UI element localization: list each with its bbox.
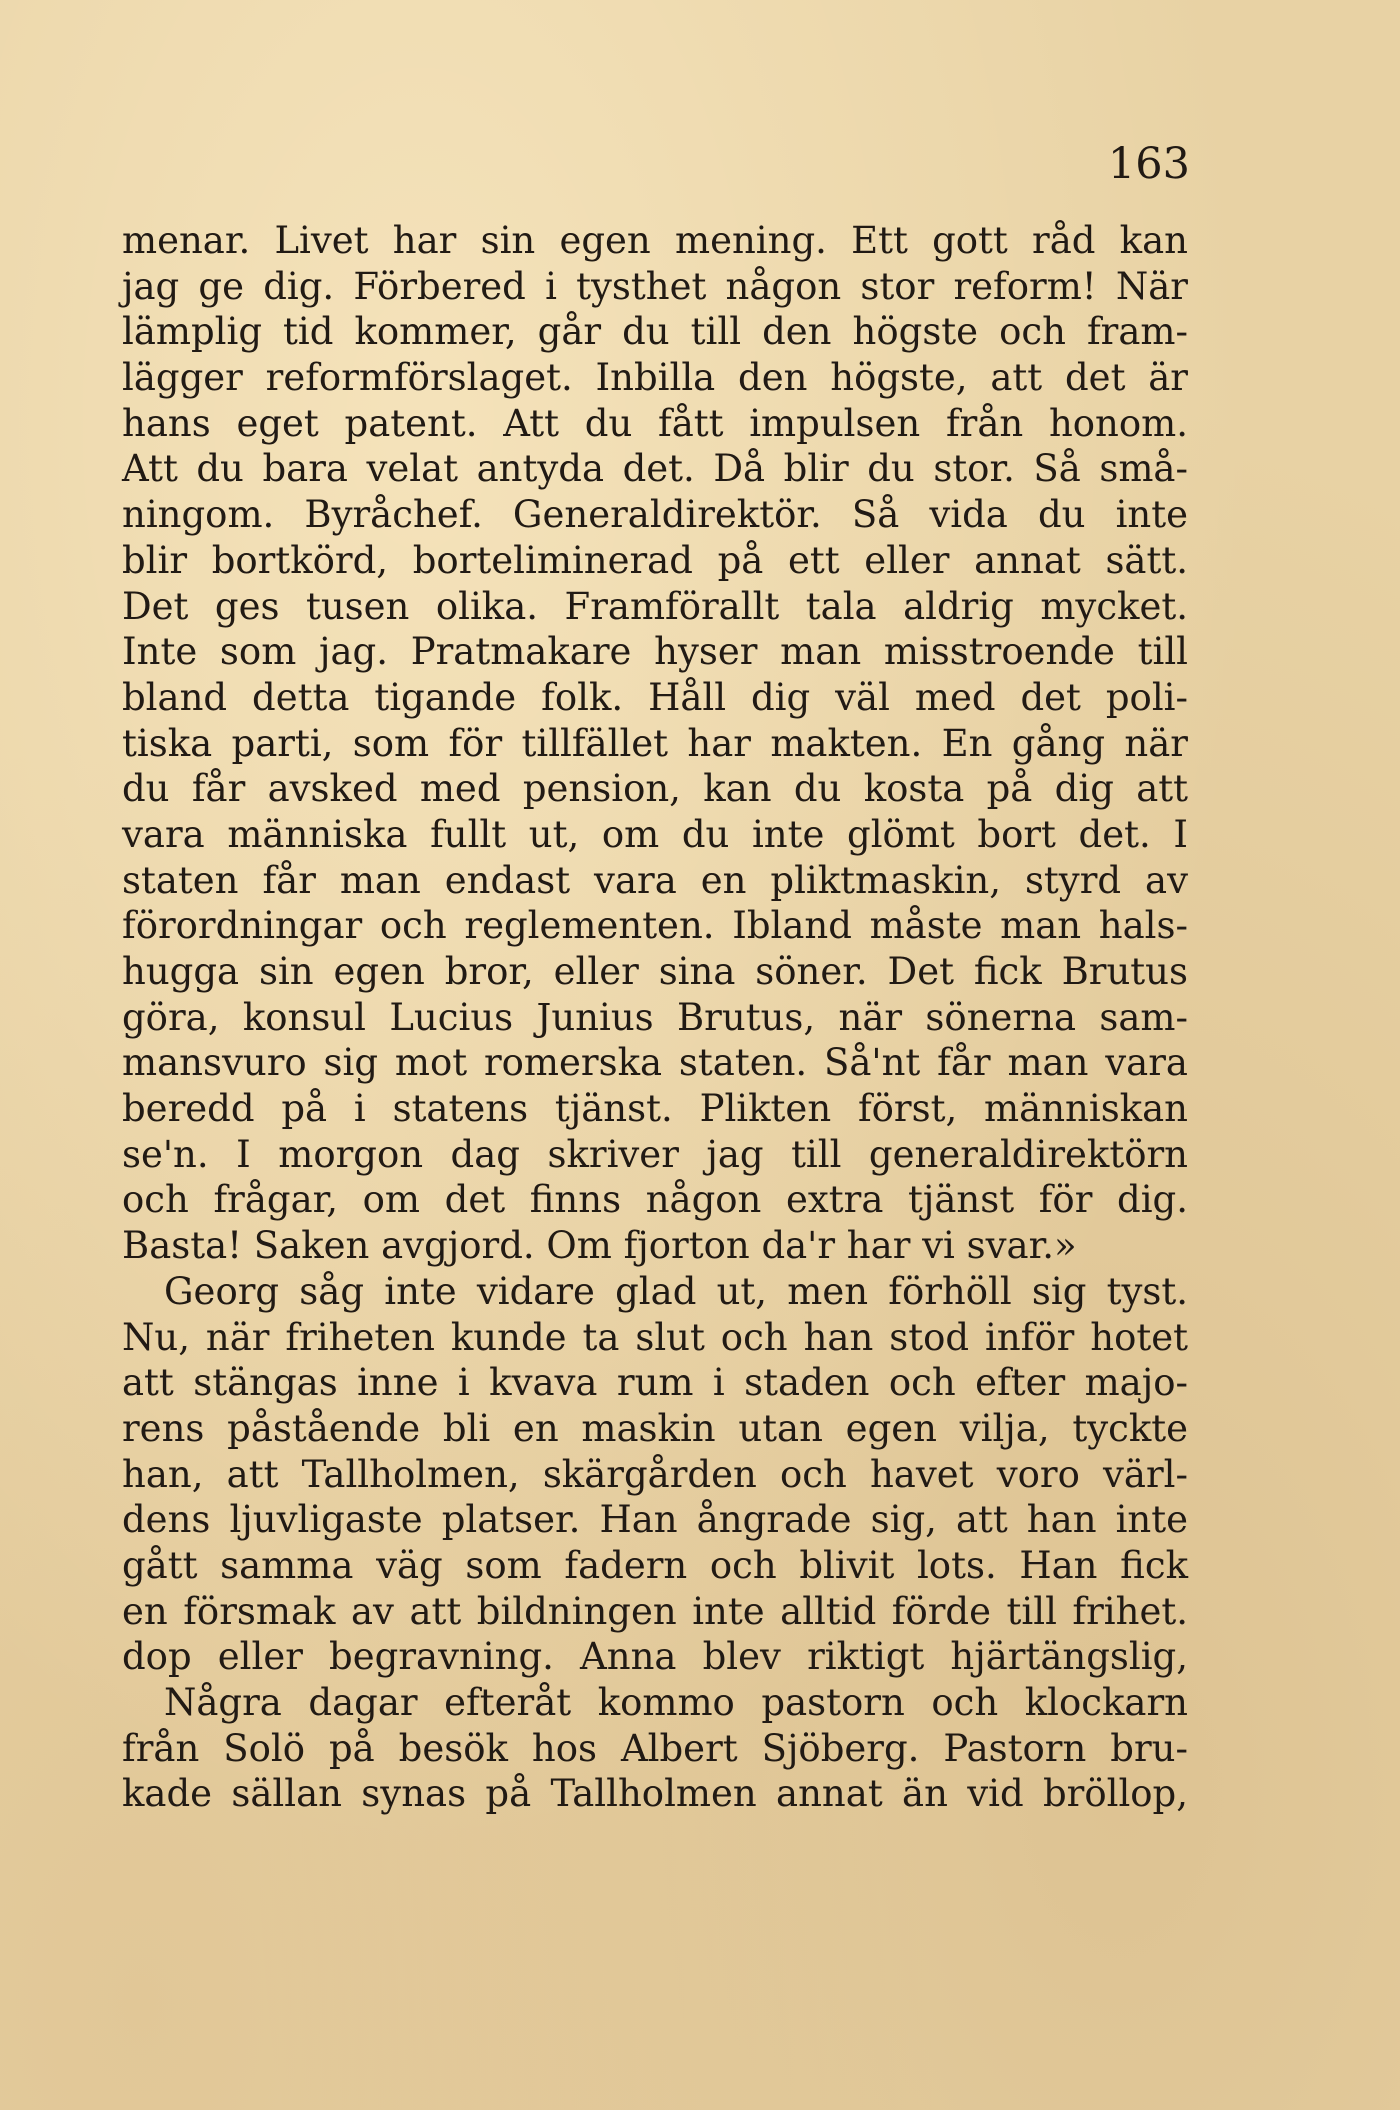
text-line: Att du bara velat antyda det. Då blir du stor. Så små-: [122, 447, 1188, 491]
text-line: dop eller begravning. Anna blev riktigt hjärtängslig,: [122, 1635, 1188, 1679]
text-line: Det ges tusen olika. Framförallt tala aldrig mycket.: [122, 584, 1188, 628]
text-line: lägger reformförslaget. Inbilla den högste, att det är: [122, 356, 1188, 400]
text-line: hans eget patent. Att du fått impulsen från honom.: [122, 401, 1188, 445]
text-line: ningom. Byråchef. Generaldirektör. Så vida du inte: [122, 493, 1188, 537]
text-line: lämplig tid kommer, går du till den högste och fram-: [122, 310, 1188, 354]
text-line: förordningar och reglementen. Ibland måste man hals-: [122, 904, 1188, 948]
text-line: Georg såg inte vidare glad ut, men förhöll sig tyst.: [164, 1269, 1188, 1313]
text-line: vara människa fullt ut, om du inte glömt bort det. I: [122, 812, 1188, 856]
text-line: blir bortkörd, borteliminerad på ett eller annat sätt.: [122, 538, 1188, 582]
text-line: menar. Livet har sin egen mening. Ett gott råd kan: [122, 219, 1188, 262]
text-line: mansvuro sig mot romerska staten. Så'nt får man vara: [122, 1041, 1188, 1085]
body-text: [122, 218, 1188, 1817]
page-number: 163: [1107, 139, 1190, 189]
text-line: hugga sin egen bror, eller sina söner. Det fick Brutus: [122, 950, 1188, 993]
text-line: bland detta tigande folk. Håll dig väl med det poli-: [122, 675, 1188, 719]
text-line: Nu, när friheten kunde ta slut och han stod inför hotet: [122, 1315, 1188, 1359]
text-line: en försmak av att bildningen inte alltid förde till frihet.: [122, 1589, 1188, 1633]
text-line: gått samma väg som fadern och blivit lots. Han fick: [122, 1543, 1188, 1587]
text-line: staten får man endast vara en pliktmaskin, styrd av: [122, 858, 1188, 902]
text-line: beredd på i statens tjänst. Plikten först, människan: [122, 1087, 1188, 1131]
text-line: se'n. I morgon dag skriver jag till generaldirektörn: [122, 1132, 1188, 1176]
text-line: Inte som jag. Pratmakare hyser man misstroende till: [122, 630, 1188, 674]
text-line: göra, konsul Lucius Junius Brutus, när sönerna sam-: [122, 995, 1188, 1039]
text-line: du får avsked med pension, kan du kosta på dig att: [122, 767, 1188, 811]
text-line: Basta! Saken avgjord. Om fjorton da'r har vi svar.»: [122, 1224, 1077, 1268]
text-line: tiska parti, som för tillfället har makten. En gång när: [122, 721, 1188, 765]
text-line: från Solö på besök hos Albert Sjöberg. Pastorn bru-: [122, 1726, 1188, 1770]
text-line: jag ge dig. Förbered i tysthet någon stor reform! När: [122, 264, 1188, 308]
text-line: Några dagar efteråt kommo pastorn och klockarn: [164, 1681, 1188, 1724]
text-line: och frågar, om det finns någon extra tjänst för dig.: [122, 1178, 1188, 1222]
text-line: att stängas inne i kvava rum i staden och efter majo-: [122, 1361, 1188, 1405]
text-line: rens påstående bli en maskin utan egen vilja, tyckte: [122, 1406, 1188, 1450]
text-line: kade sällan synas på Tallholmen annat än vid bröllop,: [122, 1772, 1188, 1816]
text-line: han, att Tallholmen, skärgården och havet voro värl-: [122, 1452, 1188, 1496]
text-line: dens ljuvligaste platser. Han ångrade sig, att han inte: [122, 1498, 1188, 1542]
